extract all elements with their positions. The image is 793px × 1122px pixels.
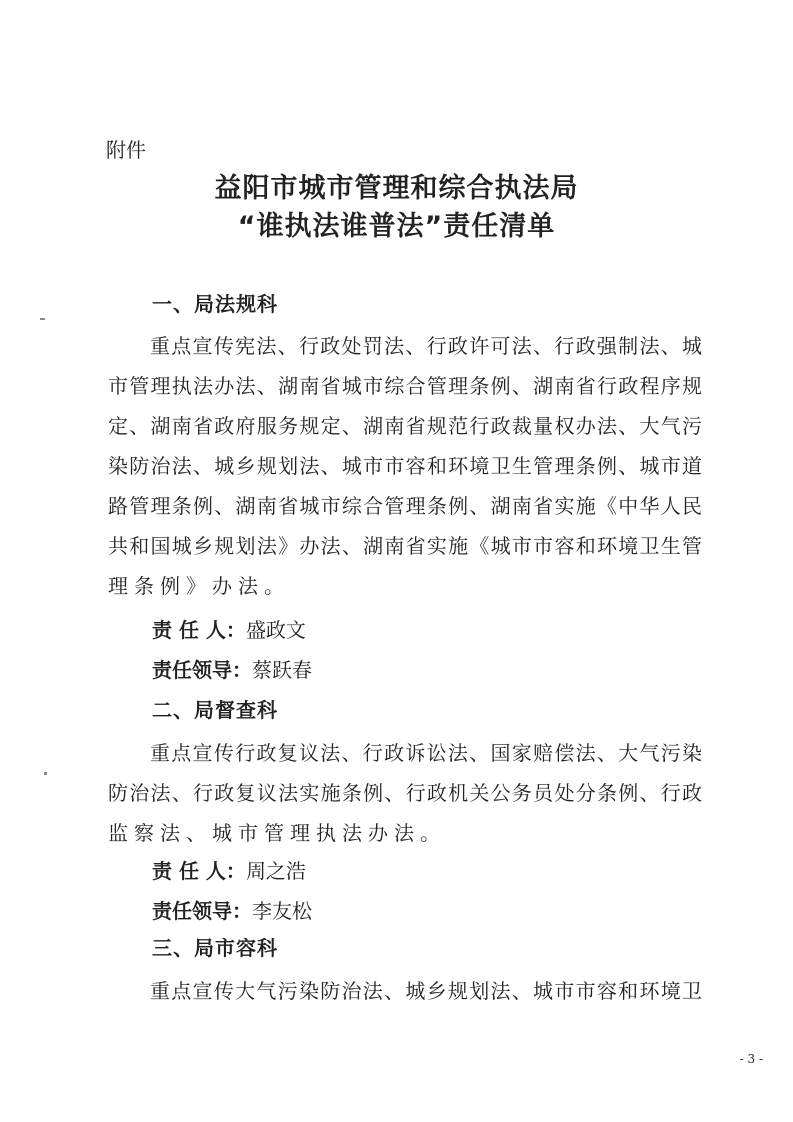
scan-mark	[44, 772, 47, 775]
leader-label: 责任领导：	[152, 899, 252, 923]
paragraph-line: 染防治法、城乡规划法、城市市容和环境卫生管理条例、城市道	[108, 454, 702, 478]
paragraph-line: 理条例》办法。	[108, 574, 290, 598]
paragraph-line: 防治法、行政复议法实施条例、行政机关公务员处分条例、行政	[108, 781, 702, 805]
attachment-label: 附件	[106, 138, 146, 162]
paragraph-line: 市管理执法办法、湖南省城市综合管理条例、湖南省行政程序规	[108, 374, 702, 398]
section-heading: 一、局法规科	[152, 292, 278, 316]
person-name: 盛政文	[245, 618, 306, 642]
paragraph-line: 重点宣传大气污染防治法、城乡规划法、城市市容和环境卫	[150, 979, 702, 1003]
person-label: 责 任 人：	[152, 618, 246, 642]
paragraph-line: 重点宣传宪法、行政处罚法、行政许可法、行政强制法、城	[150, 334, 702, 358]
paragraph-line: 重点宣传行政复议法、行政诉讼法、国家赔偿法、大气污染	[150, 741, 702, 765]
document-title-line2: “谁执法谁普法”责任清单	[237, 211, 556, 242]
leader-label: 责任领导：	[152, 658, 252, 682]
section-heading: 三、局市容科	[152, 936, 278, 960]
person-label: 责 任 人：	[152, 859, 246, 883]
responsible-person	[152, 855, 306, 884]
paragraph-line: 定、湖南省政府服务规定、湖南省规范行政裁量权办法、大气污	[108, 414, 702, 438]
section-heading: 二、局督查科	[152, 698, 278, 722]
leader-name: 蔡跃春	[252, 658, 312, 682]
responsible-person	[152, 614, 306, 643]
leader-name: 李友松	[252, 899, 312, 923]
page-number: - 3 -	[739, 1052, 763, 1066]
document-title-line1: 益阳市城市管理和综合执法局	[214, 173, 579, 204]
paragraph-line: 监察法、城市管理执法办法。	[108, 821, 446, 845]
responsible-leader	[152, 654, 312, 683]
person-name: 周之浩	[245, 859, 306, 883]
responsible-leader	[152, 895, 312, 924]
paragraph-line: 共和国城乡规划法》办法、湖南省实施《城市市容和环境卫生管	[108, 534, 702, 558]
paragraph-line: 路管理条例、湖南省城市综合管理条例、湖南省实施《中华人民	[108, 494, 702, 518]
scan-mark	[40, 318, 45, 320]
